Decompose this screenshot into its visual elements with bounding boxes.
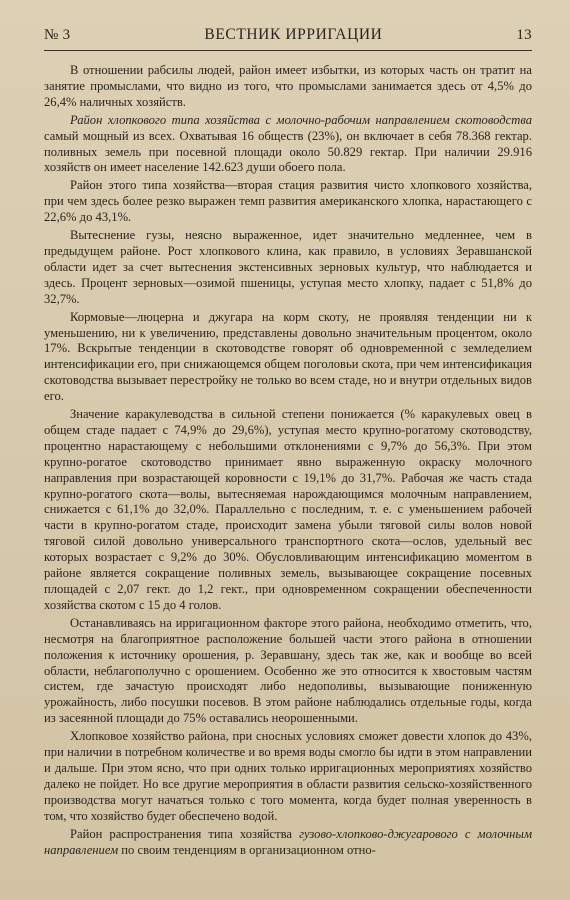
paragraph: В отношении рабсилы людей, район имеет избытки, из которых часть он тратит на занятие промыслами, что видно из того, что промыслами занимается здесь от 4,5% до 26,4% наличных хозяйств. — [44, 63, 532, 109]
paragraph: Хлопковое хозяйство района, при сносных условиях сможет довести хлопок до 43%, при наличии в потребном количестве и во время воды смогло бы идти в этом направлении и дальше. При этом ясно, что при одних только ирригационных мероприятиях хозяйство далеко не пойдет. Но все другие мероприятия в области развития сельско-хозяйственного производства могут начаться только с того момента, когда будет полная уверенность в том, что хозяйство будет обеспечено водой. — [44, 729, 532, 823]
paragraph: Вытеснение гузы, неясно выраженное, идет значительно медленнее, чем в предыдущем районе. Рост хлопкового клина, как правило, в условиях Зеравшанской области идет за счет вытеснения экстенсивных зерновых культур, что наблюдается и здесь. Процент зерновых—озимой пшеницы, уступая место хлопку, падает с 51,8% до 32,7%. — [44, 228, 532, 306]
journal-title: ВЕСТНИК ИРРИГАЦИИ — [204, 26, 383, 43]
header-rule — [44, 50, 532, 51]
paragraph: Кормовые—люцерна и джугара на корм скоту, не проявляя тенденции ни к уменьшению, ни к увеличению, представлены довольно значительным процентом, около 17%. Вскрытые тенденции в скотоводстве говорят об одновременной с земледелием интенсификации его, при снижающемся общем поголовьи скота, при чем интенсификация скотоводства вызывает перестройку не только во всем стаде, но и внутри отдельных видов его. — [44, 309, 532, 404]
italic-term: гузово-хлопково-джугарового с молочным направлением — [44, 826, 532, 857]
article-body — [44, 63, 532, 858]
running-header — [44, 0, 532, 46]
paragraph: Район этого типа хозяйства—вторая стация развития чисто хлопкового хозяйства, при чем здесь более резко выражен темп развития американского хлопка, нарастающего с 22,6% до 43,1%. — [44, 178, 532, 225]
paragraph: Район хлопкового типа хозяйства с молочно-рабочим направлением скотоводства самый мощный из всех. Охватывая 16 обществ (23%), он включает в себя 78.368 гектар. поливных земель при посевной площади около 50.829 гектар. При наличии 29.916 хозяйств он имеет население 142.623 души обоего пола. — [44, 112, 532, 175]
issue-number: № 3 — [44, 27, 71, 43]
page-number: 13 — [516, 27, 532, 43]
paragraph: Значение каракулеводства в сильной степени понижается (% каракулевых овец в общем стаде падает с 74,9% до 29,6%), уступая место крупно-рогатому скотоводству, процентно нарастающему с небольшими отклонениями с 9,7% до 56,3%. При этом крупно-рогатое скотоводство принимает явно выраженную окраску молочного направления при возрастающей коровности с 19,1% до 31,7%. Рабочая же часть стада крупно-рогатого скота—волы, вытесняемая нарождающимся молочным направлением, снижается с 61,1% до 32,0%. Параллельно с последним, т. е. с уменьшением рабочей части в крупно-рогатом стаде, происходит замена убыли тяговой силы волов новой тяговой силой довольно универсального транспортного скота—ослов, удельный вес которых возрастает с 9,2% до 30%. Обусловливающим интенсификацию моментом в районе является сокращение поливных земель, вызывающее сокращение посевных площадей с 2,07 гект. до 1,2 гект., при одновременном сокращении обеспеченности хозяйства скотом с 15 до 4 голов. — [44, 407, 532, 612]
italic-term: Район хлопкового типа хозяйства с молочно-рабочим направлением скотоводства — [70, 112, 532, 127]
paragraph: Останавливаясь на ирригационном факторе этого района, необходимо отметить, что, несмотря на благоприятное расположение большей части этого района в отношении положения к источнику орошения, р. Зеравшану, здесь так же, как и вообще во всей области, неблагополучно с орошением. Особенно же это относится к хвостовым частям систем, где зачастую происходят либо недополивы, вызывающие пониженную урожайность, либо посушки посевов. В этом районе наблюдались отдельные годы, когда из засеянной площади до 75% оставались неорошенными. — [44, 615, 532, 726]
paragraph: Район распространения типа хозяйства гузово-хлопково-джугарового с молочным направлением по своим тенденциям в организационном отно- — [44, 826, 532, 857]
